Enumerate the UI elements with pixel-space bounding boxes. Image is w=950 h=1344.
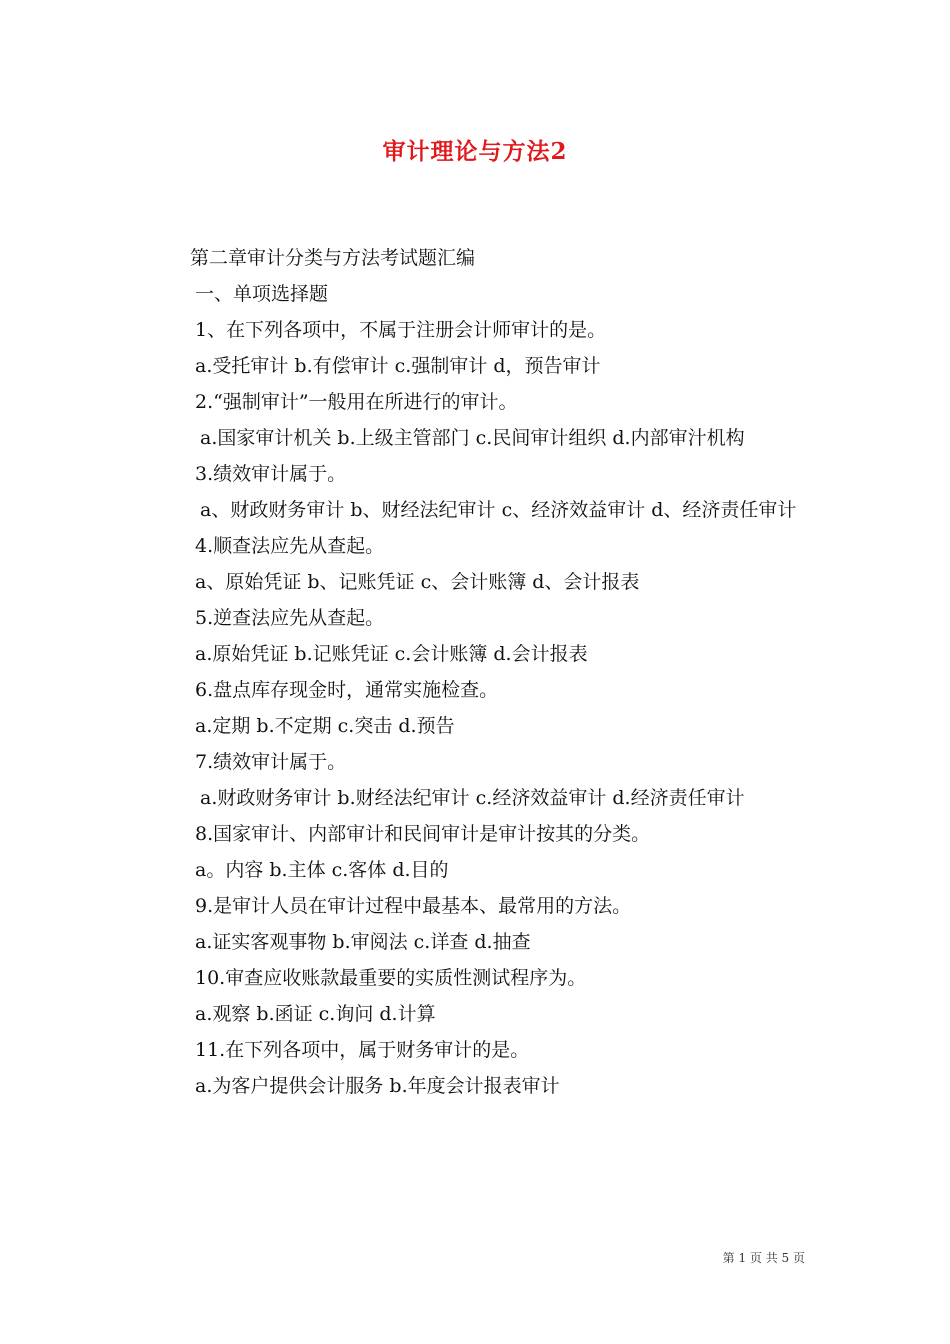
options-line: a、原始凭证 b、记账凭证 c、会计账簿 d、会计报表 <box>195 571 640 593</box>
question-line: 4.顺查法应先从查起。 <box>195 535 385 557</box>
options-line: a.为客户提供会计服务 b.年度会计报表审计 <box>195 1075 560 1097</box>
options-line: a.国家审计机关 b.上级主管部门 c.民间审计组织 d.内部审汁机构 <box>200 427 745 449</box>
question-line: 8.国家审计、内部审计和民间审计是审计按其的分类。 <box>195 823 651 845</box>
options-line: a。内容 b.主体 c.客体 d.目的 <box>195 859 449 881</box>
question-line: 11.在下列各项中，属于财务审计的是。 <box>195 1039 530 1061</box>
question-line: 6.盘点库存现金时，通常实施检查。 <box>195 679 499 701</box>
options-line: a.证实客观事物 b.审阅法 c.详查 d.抽查 <box>195 931 531 953</box>
question-line: 2.“强制审计”一般用在所进行的审计。 <box>195 391 518 413</box>
chapter-heading: 第二章审计分类与方法考试题汇编 <box>190 247 476 269</box>
options-line: a.观察 b.函证 c.询问 d.计算 <box>195 1003 436 1025</box>
question-line: 3.绩效审计属于。 <box>195 463 347 485</box>
question-line: 7.绩效审计属于。 <box>195 751 347 773</box>
options-line: a、财政财务审计 b、财经法纪审计 c、经济效益审计 d、经济责任审计 <box>200 499 797 521</box>
question-line: 5.逆查法应先从查起。 <box>195 607 385 629</box>
options-line: a.受托审计 b.有偿审计 c.强制审计 d，预告审计 <box>195 355 601 377</box>
question-line: 9.是审计人员在审计过程中最基本、最常用的方法。 <box>195 895 632 917</box>
options-line: a.财政财务审计 b.财经法纪审计 c.经济效益审计 d.经济责任审计 <box>200 787 745 809</box>
document-body <box>145 240 810 1104</box>
section-heading: 一、单项选择题 <box>195 283 329 305</box>
options-line: a.定期 b.不定期 c.突击 d.预告 <box>195 715 455 737</box>
question-line: 10.审查应收账款最重要的实质性测试程序为。 <box>195 967 587 989</box>
document-title: 审计理论与方法2 <box>382 138 568 165</box>
question-line: 1、在下列各项中，不属于注册会计师审计的是。 <box>195 319 607 341</box>
page-number: 第 1 页 共 5 页 <box>722 1251 805 1265</box>
options-line: a.原始凭证 b.记账凭证 c.会计账簿 d.会计报表 <box>195 643 588 665</box>
